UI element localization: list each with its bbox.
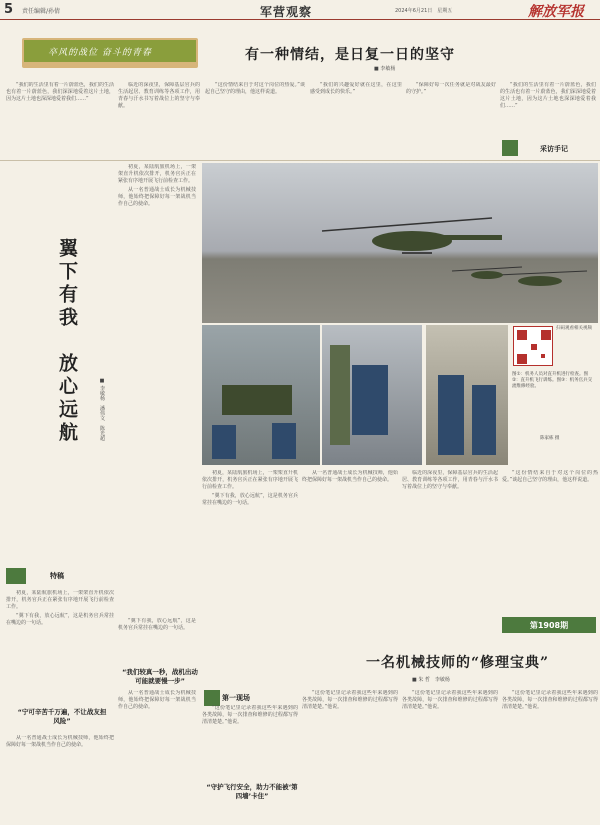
- special-mark: [6, 568, 26, 584]
- page-header: [0, 0, 600, 20]
- feature-col-2b: “翼下有我，放心远航”，这是机务官兵常挂在嘴边的一句话。: [118, 618, 196, 631]
- top-col-2: 临近的深夜里，保障基层官兵的生活起居、教育训练等各项工作，用青春与汗水书写着战位上的坚守与奉献。: [118, 82, 200, 109]
- story2-col-3: “这份笔记里记录着我这些年来遇到的各类故障，每一次排查和维修的过程都写得清清楚楚。”他说。: [402, 690, 498, 710]
- newspaper-logo: 解放军报: [528, 4, 584, 20]
- mid-col-1: 初夏，某陆航旅机场上，一架架直升机依次排开，机务官兵正在紧张有序地开展飞行前检查工作。 “翼下有我，放心远航”，这是机务官兵常挂在嘴边的一句话。: [202, 470, 298, 506]
- feature-col-2: 初夏，某陆航旅机场上，一架架直升机依次排开，机务官兵正在紧张有序地开展飞行前检查工作。 从一名普通战士成长为机械技师，他始终把保障好每一架战机当作自己的使命。: [118, 164, 196, 207]
- top-col-1: “我们的生活里有着一片蔚蓝色，我们的生活也有着一片蔚蓝色，我们深深地爱着这片土地，因为这片土地也深深地爱着我们……”: [6, 82, 114, 102]
- pull-quote-3: “守护飞行安全，助力不能被‘第四墙’卡住”: [206, 783, 298, 800]
- cockpit-photo-3: [322, 325, 422, 465]
- mid-col-3: 临近的深夜里，保障基层官兵的生活起居、教育训练等各项工作，用青春与汗水书写着战位上的坚守与奉献。: [402, 470, 498, 490]
- section-title: 军营观察: [260, 5, 313, 19]
- mid-col-2: 从一名普通战士成长为机械技师，他始终把保障好每一架战机当作自己的使命。: [302, 470, 398, 483]
- scene-mark: [204, 690, 220, 706]
- story2-col-2: “这份笔记里记录着我这些年来遇到的各类故障，每一次排查和维修的过程都写得清清楚楚。”他说。: [302, 690, 398, 710]
- feature-col-1b: 从一名普通战士成长为机械技师，他始终把保障好每一架战机当作自己的使命。: [6, 735, 114, 748]
- crew-photo-4: [426, 325, 508, 465]
- scene-label: 第一现场: [222, 694, 250, 702]
- pull-quote-1: “宁可辛苦千万遍，不让战友担风险”: [17, 708, 107, 725]
- feature-title: 翼下有我 放心远航: [56, 238, 78, 445]
- photo-caption: 图①：机务人员对直升机进行检查。图②：直升机飞行训练。图③：机务官兵交流维修经验。: [512, 372, 593, 389]
- page-number: 5: [4, 2, 14, 17]
- qr-caption: 扫码观看相关视频: [556, 326, 592, 331]
- photo-credit: 陈家栋 摄: [540, 436, 560, 441]
- feature-col-2c: 从一名普通战士成长为机械技师，他始终把保障好每一架战机当作自己的使命。: [118, 690, 196, 710]
- top-story-headline: 有一种情结，是日复一日的坚守: [245, 47, 455, 63]
- top-story-byline: ■ 李敏杨: [374, 66, 396, 72]
- editor-credit: 责任编辑/孙倩: [22, 8, 61, 15]
- story2-headline: 一名机械技师的“修理宝典”: [366, 655, 550, 671]
- story2-byline: ■ 朱 哲 李敏杨: [412, 677, 450, 683]
- issue-badge: 第1908期: [502, 617, 596, 633]
- issue-date: 2024年6月21日 星期五: [395, 8, 453, 14]
- feature-col-1: 初夏，某陆航旅机场上，一架架直升机依次排开，机务官兵正在紧张有序地开展飞行前检查工作。 “翼下有我，放心远航”，这是机务官兵常挂在嘴边的一句话。: [6, 590, 114, 626]
- top-col-3: “这份情结来自于对这个岗位的热爱。”谈起自己坚守的理由，他这样说道。: [205, 82, 305, 95]
- notes-mark: [502, 140, 518, 156]
- pull-quote-2: “我们较真一秒，战机出动可能就要慢一步”: [122, 668, 198, 685]
- top-col-5: “保障好每一次任务就是对战友最好的守护。”: [406, 82, 496, 95]
- feature-byline: ■ 李敏杨 潘伟文 陈光超: [99, 378, 105, 441]
- divider: [0, 160, 600, 161]
- top-col-6: “我们的生活里有着一片蔚蓝色，我们的生活也有着一片蔚蓝色，我们深深地爱着这片土地，因为这片土地也深深地爱着我们……”: [500, 82, 596, 109]
- qr-code[interactable]: [513, 326, 553, 366]
- notes-label: 采访手记: [540, 145, 568, 153]
- story2-col-4: “这份笔记里记录着我这些年来遇到的各类故障，每一次排查和维修的过程都写得清清楚楚。”他说。: [502, 690, 598, 710]
- top-col-4: “我们的兴趣爱好就在这里，在这里感受到成长的快乐。”: [310, 82, 402, 95]
- special-label: 特稿: [50, 572, 64, 580]
- column-banner: 卒风的战位 奋斗的青春: [24, 40, 196, 62]
- story2-col-1: “这份笔记里记录着我这些年来遇到的各类故障，每一次排查和维修的过程都写得清清楚楚。”他说。: [202, 705, 298, 725]
- helicopter-photo-1: [202, 163, 598, 323]
- mid-col-4: “这份情结来自于对这个岗位的热爱。”谈起自己坚守的理由，他这样说道。: [502, 470, 598, 483]
- hangar-photo-2: [202, 325, 320, 465]
